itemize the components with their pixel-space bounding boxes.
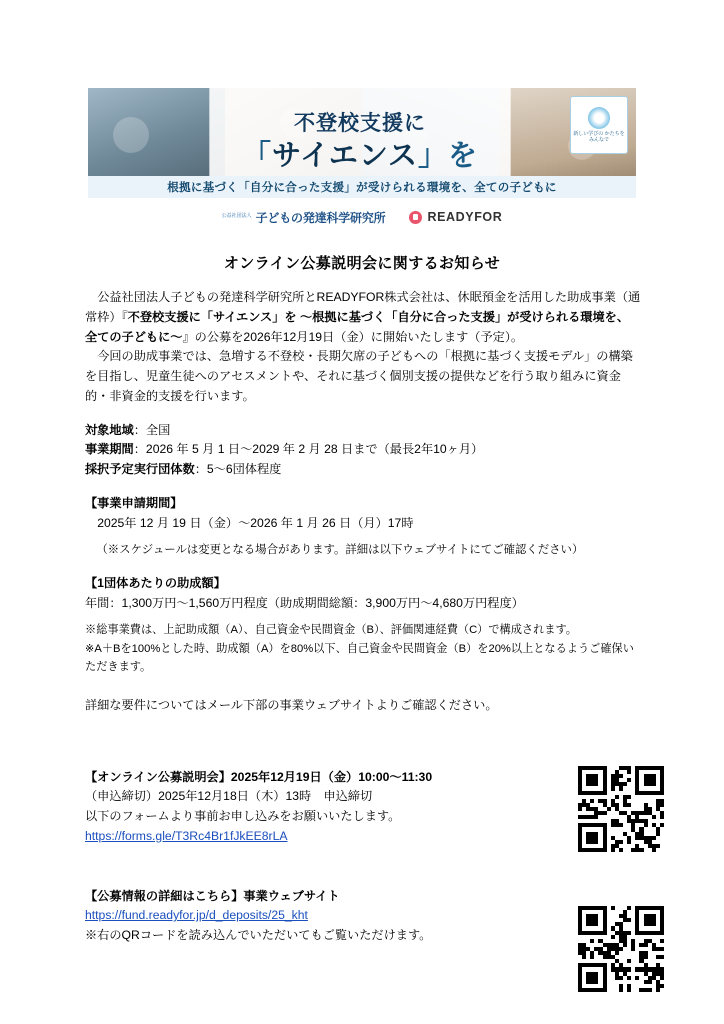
intro-part-a: 公益社団法人子どもの発達科学研究所とREADYFOR株式会社は、休眠預金を活用した助成事業（通常枠）『 bbox=[85, 290, 641, 324]
requirements-text: 詳細な要件についてはメール下部の事業ウェブサイトよりご確認ください。 bbox=[85, 697, 498, 712]
overview-area-value: ：全国 bbox=[133, 422, 171, 437]
banner-keyword: サイエンス bbox=[272, 140, 418, 173]
intro-paragraph bbox=[85, 288, 641, 347]
application-note bbox=[85, 541, 641, 559]
application-period bbox=[85, 514, 641, 534]
org-prefix: 公益社団法人 bbox=[221, 213, 252, 220]
overview-orgs-label: 採択予定実行団体数 bbox=[85, 462, 195, 477]
org-logo bbox=[222, 209, 386, 226]
briefing-heading: 【オンライン公募説明会】 bbox=[85, 769, 231, 784]
briefing-deadline: （申込締切）2025年12月18日（木）13時 申込締切 bbox=[85, 789, 373, 804]
application-period-value: 2025年 12 月 19 日（金）〜2026 年 1 月 26 日（月）17時 bbox=[97, 515, 414, 530]
banner-badge bbox=[570, 96, 628, 154]
intro-project-name: 不登校支援に「サイエンス」を 〜根拠に基づく「自分に合った支援」が受けられる環境を、全ての子どもに〜 bbox=[85, 309, 630, 344]
application-heading: 【事業申請期間】 bbox=[85, 495, 183, 510]
details-qr-note: ※右のQRコードを読み込んでいただいてもご覧いただけます。 bbox=[85, 928, 432, 943]
briefing-form-link-wrap bbox=[85, 827, 641, 847]
banner-quote-open: 「 bbox=[242, 140, 273, 173]
grant-note-2: ※A＋Bを100%とした時、助成額（A）を80%以下、自己資金や民間資金（B）を20%以上となるようご確保いただきます。 bbox=[85, 642, 634, 673]
briefing-datetime: 2025年12月19日（金）10:00〜11:30 bbox=[230, 769, 433, 784]
banner-subtitle: 根拠に基づく「自分に合った支援」が受けられる環境を、全ての子どもに bbox=[167, 182, 557, 194]
briefing-form-link[interactable]: https://forms.gle/T3Rc4Br1fJkEE8rLA bbox=[85, 828, 288, 843]
purpose-paragraph: 今回の助成事業では、急増する不登校・長期欠席の子どもへの「根拠に基づく支援モデル」の構築を目指し、児童生徒へのアセスメントや、それに基づく個別支援の提供などを行う取り組みに資金的・非資金的支援を行います。 bbox=[85, 349, 633, 403]
banner-headline-line1: 不登校支援に bbox=[294, 112, 426, 136]
burst-icon bbox=[588, 107, 610, 129]
details-site-link[interactable]: https://fund.readyfor.jp/d_deposits/25_kht bbox=[85, 908, 308, 923]
overview-period bbox=[85, 440, 641, 460]
qr-code-form bbox=[578, 766, 664, 852]
banner-headline-line2 bbox=[242, 138, 478, 174]
overview-period-value: ：2026 年 5 月 1 日〜2029 年 2 月 28 日まで（最長2年10ヶ月） bbox=[133, 442, 484, 457]
grant-note-1: ※総事業費は、上記助成額（A）、自己資金や民間資金（B）、評価関連経費（C）で構成されます。 bbox=[85, 624, 577, 637]
logo-row bbox=[0, 206, 724, 228]
briefing-line bbox=[85, 768, 641, 788]
grant-heading: 【1団体あたりの助成額】 bbox=[85, 575, 226, 590]
document-body bbox=[85, 288, 641, 946]
grant-amount: 年間：1,300万円〜1,560万円程度（助成期間総額：3,900万円〜4,680万円程度） bbox=[85, 595, 524, 610]
readyfor-mark-icon bbox=[409, 211, 422, 224]
overview-period-label: 事業期間 bbox=[85, 442, 134, 457]
intro-part-b: 』の公募を2026年12月19日（金）に開始いたします（予定）。 bbox=[182, 329, 524, 344]
page-title: オンライン公募説明会に関するお知らせ bbox=[223, 255, 501, 272]
banner-badge-text: 新しい学びの かたちを みんなで bbox=[573, 130, 625, 143]
overview-area-label: 対象地域 bbox=[85, 422, 134, 437]
briefing-instruction: 以下のフォームより事前お申し込みをお願いいたします。 bbox=[85, 809, 401, 824]
details-heading: 【公募情報の詳細はこちら】事業ウェブサイト bbox=[85, 888, 340, 903]
qr-code-website-grid bbox=[578, 906, 664, 992]
overview-area bbox=[85, 421, 641, 441]
details-site-link-wrap bbox=[85, 906, 641, 926]
partner-logo bbox=[409, 210, 502, 224]
org-name: 子どもの発達科学研究所 bbox=[255, 210, 386, 225]
overview-orgs-value: ：5〜6団体程度 bbox=[194, 462, 282, 477]
overview-orgs bbox=[85, 460, 641, 480]
application-note-text: （※スケジュールは変更となる場合があります。詳細は以下ウェブサイトにてご確認ください） bbox=[96, 544, 584, 557]
qr-code-form-grid bbox=[578, 766, 664, 852]
banner-quote-close: 」を bbox=[417, 140, 478, 173]
banner-subtitle-strip bbox=[88, 176, 636, 198]
qr-code-website bbox=[578, 906, 664, 992]
partner-name: READYFOR bbox=[427, 210, 503, 224]
